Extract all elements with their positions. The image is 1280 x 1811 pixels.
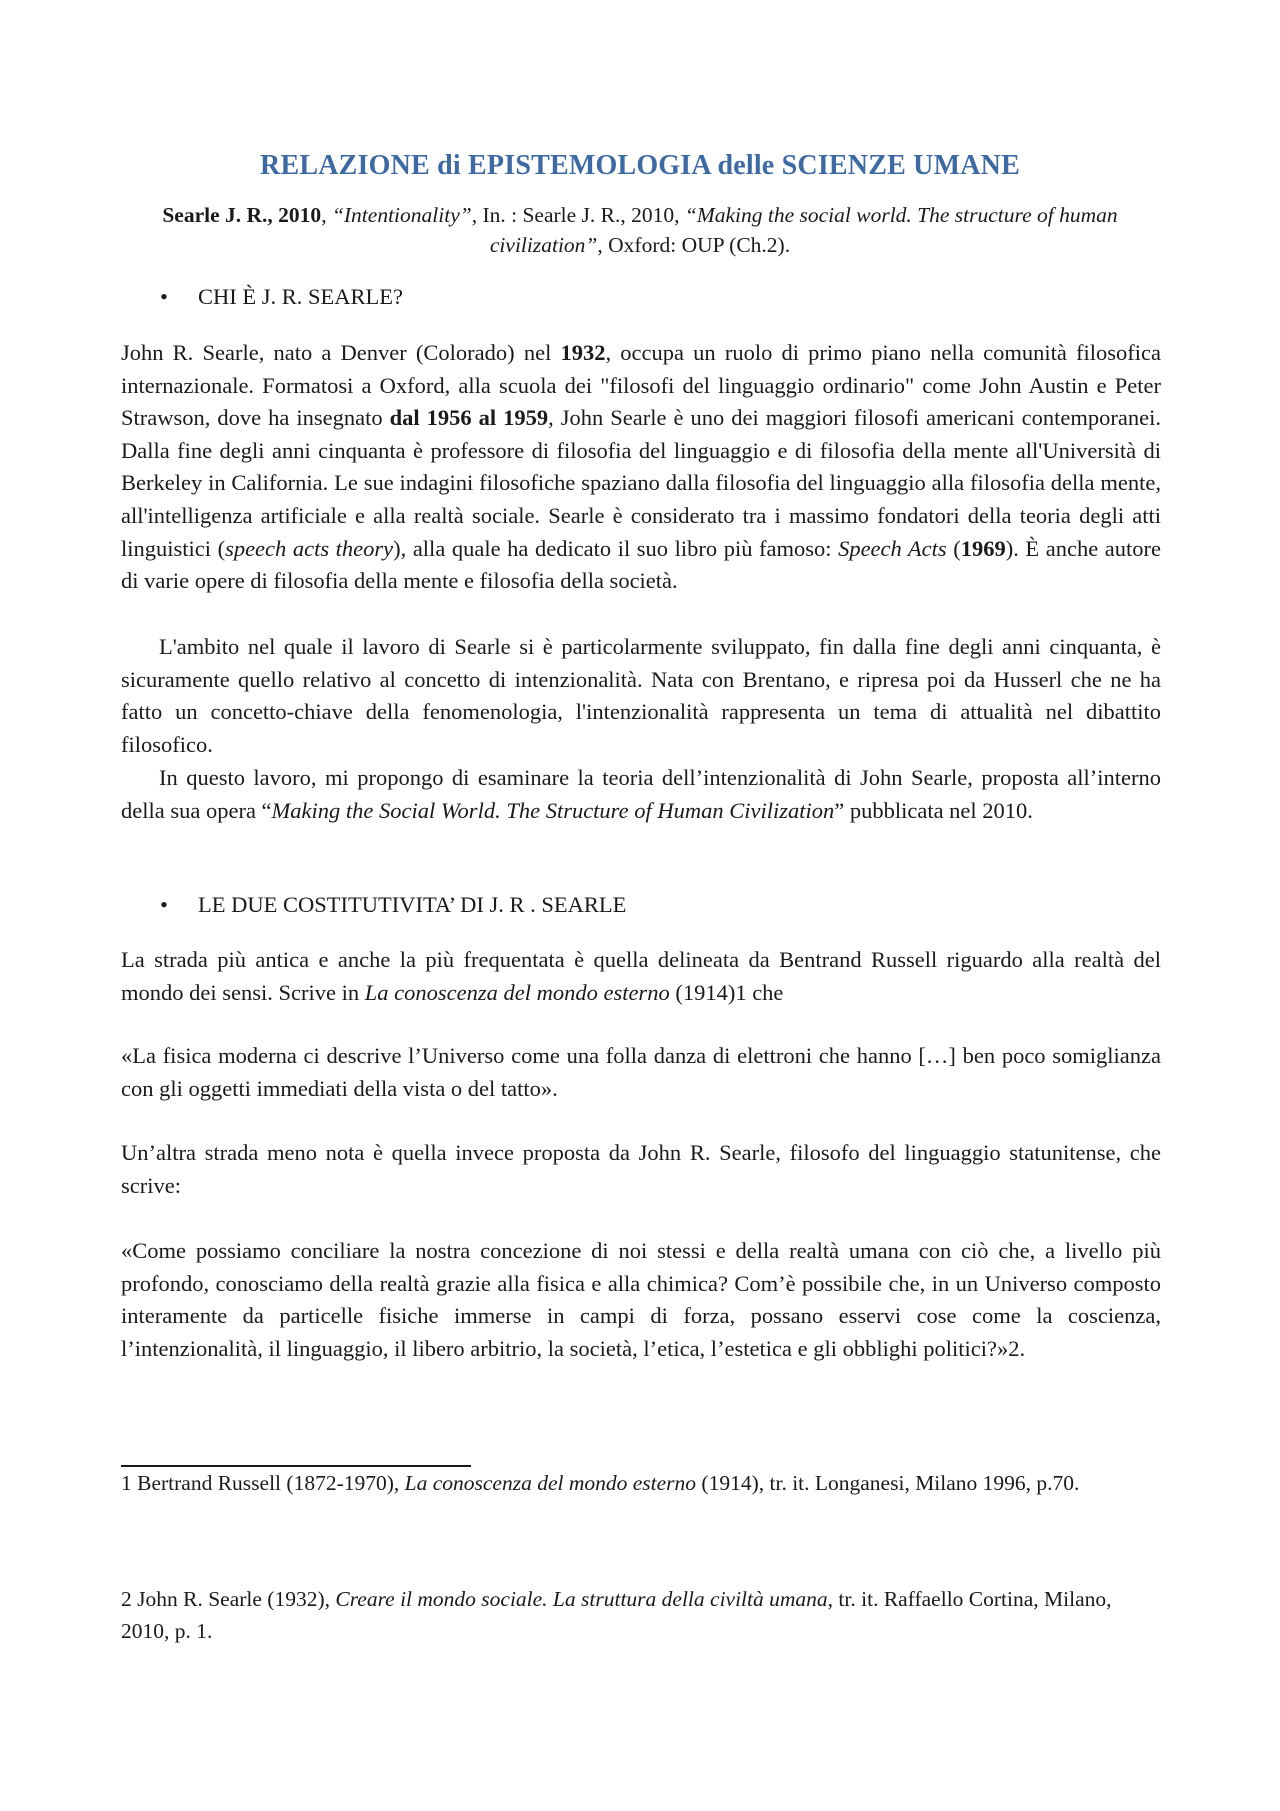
fn1-text-2: (1914), tr. it. Longanesi, Milano 1996, p.70. (696, 1471, 1080, 1495)
ref-book-title: “Making the social world. The structure of human civilization” (489, 203, 1118, 257)
fn2-italic-1: Creare il mondo sociale. La struttura della civiltà umana (335, 1587, 828, 1611)
p1-text-3: , John Searle è uno dei maggiori filosofi americani contemporanei. Dalla fine degli anni cinquanta è professore di filosofia del linguaggio e di filosofia della mente all'Università di Berkeley in California. Le sue indagini filosofiche spaziano dalla filosofia del linguaggio alla filosofia della mente, all'intelligenza artificiale e alla realtà sociale. Searle è considerato tra i massimo fondatori della teoria degli atti linguistici ( (121, 405, 1161, 561)
section-heading-2 (160, 890, 626, 920)
ref-chapter-title: “Intentionality” (331, 203, 472, 227)
p3-text-1: In questo lavoro, mi propongo di esaminare la teoria dell’intenzionalità di John Searle, proposta all’interno della sua opera “ (121, 765, 1161, 823)
p1-text-5: ( (946, 535, 961, 561)
fn1-text-1: 1 Bertrand Russell (1872-1970), (121, 1471, 405, 1495)
ref-sep: , (321, 203, 332, 227)
footnote-2 (121, 1583, 1161, 1647)
p1-bold-1: 1932 (560, 340, 606, 365)
ref-middle: , In. : Searle J. R., 2010, (471, 203, 685, 227)
p4-text-1: La strada più antica e anche la più frequentata è quella delineata da Bentrand Russell riguardo alla realtà del mondo dei sensi. Scrive in (121, 947, 1161, 1005)
p1-text-6: ). È anche autore di varie opere di filosofia della mente e filosofia della società. (121, 535, 1161, 594)
ref-tail: , Oxford: OUP (Ch.2). (597, 233, 791, 257)
quote-1: «La fisica moderna ci descrive l’Universo come una folla danza di elettroni che hanno […] ben poco somiglianza con gli oggetti immediati della vista o del tatto». (121, 1043, 1161, 1101)
ref-author-year: Searle J. R., 2010 (162, 203, 322, 227)
p3-italic-1: Making the Social World. The Structure of Human Civilization (271, 797, 835, 823)
p1-italic-1: speech acts theory (225, 535, 394, 561)
p4-text-2: (1914)1 che (669, 979, 784, 1005)
paragraph-3 (121, 762, 1161, 827)
bullet-icon: • (160, 284, 168, 309)
paragraph-2: L'ambito nel quale il lavoro di Searle si è particolarmente sviluppato, fin dalla fine degli anni cinquanta, è sicuramente quello relativo al concetto di intenzionalità. Nata con Brentano, e ripresa poi da Husserl che ne ha fatto un concetto-chiave della fenomenologia, l'intenzionalità rappresenta un tema di attualità nel dibattito filosofico. (121, 634, 1161, 757)
quote-2: «Come possiamo conciliare la nostra concezione di noi stessi e della realtà umana con ciò che, a livello più profondo, conosciamo della realtà grazie alla fisica e alla chimica? Com’è possibile che, in un Universo composto interamente da particelle fisiche immerse in campi di forza, possano esservi cose come la coscienza, l’intenzionalità, il linguaggio, il libero arbitrio, la società, l’etica, l’estetica e gli obblighi politici?»2. (121, 1238, 1161, 1361)
section-heading-2-text: LE DUE COSTITUTIVITA’ DI J. R . SEARLE (198, 892, 627, 917)
section-heading-1-text: CHI È J. R. SEARLE? (198, 284, 403, 309)
p1-bold-2: dal 1956 al 1959 (389, 405, 549, 431)
p1-italic-2: Speech Acts (838, 535, 947, 561)
p1-text-4: ), alla quale ha dedicato il suo libro più famoso: (393, 535, 839, 561)
p1-text-2: , occupa un ruolo di primo piano nella comunità filosofica internazionale. Formatosi a Oxford, alla scuola dei "filosofi del linguaggio ordinario" come John Austin e Peter Strawson, dove ha insegnato (121, 340, 1161, 431)
fn1-italic-1: La conoscenza del mondo esterno (404, 1471, 697, 1495)
p1-text-1: John R. Searle, nato a Denver (Colorado) nel (121, 340, 561, 365)
paragraph-5: Un’altra strada meno nota è quella invece proposta da John R. Searle, filosofo del linguaggio statunitense, che scrive: (121, 1140, 1161, 1198)
p1-bold-3: 1969 (960, 535, 1006, 561)
section-heading-1 (160, 282, 403, 312)
p4-italic-1: La conoscenza del mondo esterno (364, 979, 670, 1005)
p3-text-2: ” pubblicata nel 2010. (834, 797, 1033, 823)
bullet-icon: • (160, 892, 168, 917)
bibliographic-reference (140, 200, 1140, 260)
fn2-text-1: 2 John R. Searle (1932), (121, 1587, 336, 1611)
fn2-text-2: , tr. it. Raffaello Cortina, Milano, 2010, p. 1. (121, 1587, 1112, 1643)
document-title: RELAZIONE di EPISTEMOLOGIA delle SCIENZE UMANE (260, 150, 1020, 181)
paragraph-4 (121, 944, 1161, 1009)
paragraph-1 (121, 337, 1161, 598)
footnote-1 (121, 1467, 1161, 1499)
